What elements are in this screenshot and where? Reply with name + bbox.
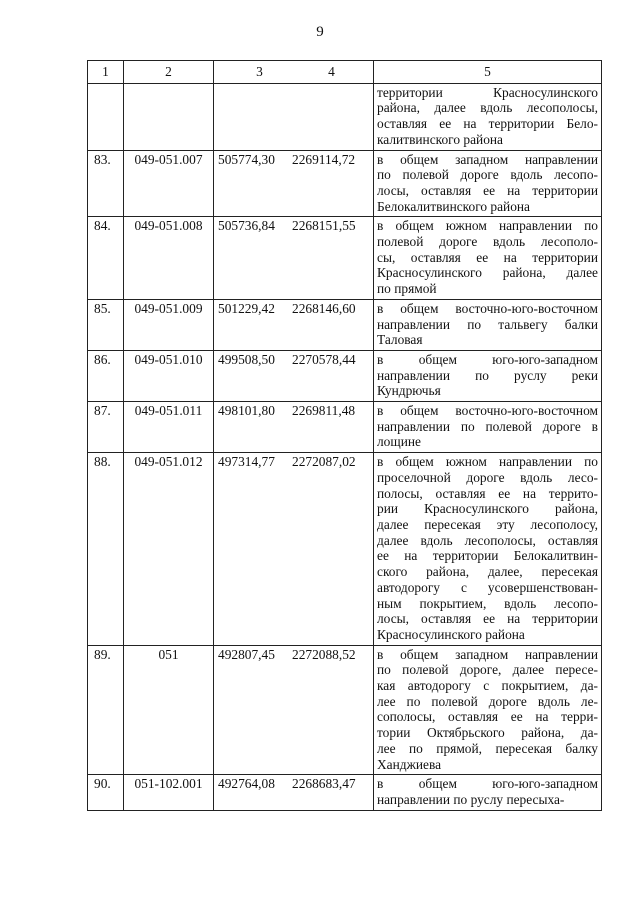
- table-row: [88, 402, 602, 453]
- table-row: [88, 775, 602, 810]
- description-line: в общем восточно-юго-восточном: [377, 403, 598, 419]
- description-line: полосы, оставляя ее на террито-: [377, 485, 598, 501]
- coordinate-x: 497314,77: [218, 454, 275, 470]
- description-line: в общем юго-юго-западном: [377, 776, 598, 792]
- description-line: калитвинского района: [377, 131, 503, 147]
- row-number: 86.: [88, 350, 124, 401]
- coordinate-y: 2268151,55: [292, 218, 356, 234]
- table-row: [88, 150, 602, 217]
- row-number: 84.: [88, 217, 124, 300]
- description-line: лощине: [377, 434, 421, 450]
- description-line: направлении по руслу пересыха-: [377, 791, 565, 807]
- boundary-description: [374, 453, 602, 645]
- description-line: тории Октябрьского района, да-: [377, 725, 598, 741]
- description-line: в общем западном направлении: [377, 646, 598, 662]
- header-col-5: 5: [374, 61, 602, 84]
- coordinate-y: 2268683,47: [292, 776, 356, 792]
- coordinates-cell: [214, 402, 374, 453]
- coordinates-cell: [214, 775, 374, 810]
- description-line: ского района, далее, пересекая: [377, 564, 598, 580]
- description-line: лосы, оставляя ее на территории: [377, 182, 598, 198]
- description-line: сополосы, оставляя ее на терри-: [377, 709, 598, 725]
- description-line: Кундрючья: [377, 383, 441, 399]
- segment-code: 051-102.001: [124, 775, 214, 810]
- description-line: Ханджиева: [377, 756, 442, 772]
- coordinate-y: 2269114,72: [292, 151, 356, 167]
- header-col-4: 4: [328, 64, 335, 79]
- description-line: автодорогу с усовершенствован-: [377, 579, 598, 595]
- description-line: в общем восточно-юго-восточном: [377, 300, 598, 316]
- coordinate-y: 2270578,44: [292, 351, 356, 367]
- row-number: 83.: [88, 150, 124, 217]
- description-line: территории Красносулинского: [377, 84, 598, 100]
- boundary-description: [374, 299, 602, 350]
- table-header-row: [88, 61, 602, 84]
- segment-code: [124, 83, 214, 150]
- boundary-description: [374, 217, 602, 300]
- boundary-description: [374, 150, 602, 217]
- row-number: 89.: [88, 645, 124, 775]
- description-line: сы, оставляя ее на территории: [377, 249, 598, 265]
- coordinate-y: 2272088,52: [292, 646, 356, 662]
- description-line: направлении по полевой дороге в: [377, 418, 598, 434]
- row-number: 88.: [88, 453, 124, 645]
- boundary-description: [374, 402, 602, 453]
- description-line: по полевой дороге вдоль лесопо-: [377, 167, 598, 183]
- coordinate-y: 2268146,60: [292, 300, 356, 316]
- description-line: Белокалитвинского района: [377, 198, 531, 214]
- table-row: [88, 645, 602, 775]
- coordinates-cell: [214, 453, 374, 645]
- header-col-1: 1: [88, 61, 124, 84]
- description-line: Таловая: [377, 332, 423, 348]
- description-line: далее вдоль лесополосы, оставляя: [377, 532, 598, 548]
- segment-code: 051: [124, 645, 214, 775]
- segment-code: 049-051.011: [124, 402, 214, 453]
- row-number: 85.: [88, 299, 124, 350]
- coordinates-cell: [214, 645, 374, 775]
- description-line: по полевой дороге, далее пересе-: [377, 662, 598, 678]
- boundary-description: [374, 350, 602, 401]
- description-line: направлении по тальвегу балки: [377, 316, 598, 332]
- coordinate-x: 498101,80: [218, 403, 275, 419]
- row-number: [88, 83, 124, 150]
- table-row: [88, 217, 602, 300]
- row-number: 90.: [88, 775, 124, 810]
- coordinate-y: 2272087,02: [292, 454, 356, 470]
- coordinate-x: 492764,08: [218, 776, 275, 792]
- boundary-description: [374, 645, 602, 775]
- table-row: [88, 453, 602, 645]
- header-col-2: 2: [124, 61, 214, 84]
- coordinate-x: 505736,84: [218, 218, 275, 234]
- coordinates-cell: [214, 217, 374, 300]
- table-row: [88, 350, 602, 401]
- description-line: оставляя ее на территории Бело-: [377, 116, 598, 132]
- description-line: рии Красносулинского района,: [377, 501, 598, 517]
- description-line: в общем юго-юго-западном: [377, 351, 598, 367]
- header-col-3-4: [214, 61, 374, 84]
- segment-code: 049-051.008: [124, 217, 214, 300]
- description-line: полевой дороге вдоль лесополо-: [377, 234, 598, 250]
- coordinate-x: 501229,42: [218, 300, 275, 316]
- description-line: лее по прямой, пересекая балку: [377, 740, 598, 756]
- coordinates-cell: [214, 150, 374, 217]
- description-line: далее пересекая эту лесополосу,: [377, 516, 598, 532]
- table-row: [88, 83, 602, 150]
- description-line: ее на территории Белокалитвин-: [377, 548, 598, 564]
- coordinates-cell: [214, 83, 374, 150]
- boundary-description: [374, 775, 602, 810]
- description-line: по прямой: [377, 281, 437, 297]
- description-line: в общем южном направлении по: [377, 218, 598, 234]
- coordinate-y: 2269811,48: [292, 403, 356, 419]
- table-row: [88, 299, 602, 350]
- description-line: лосы, оставляя ее на территории: [377, 611, 598, 627]
- description-line: Красносулинского района, далее: [377, 265, 598, 281]
- header-col-3: 3: [256, 64, 263, 79]
- boundary-description: [374, 83, 602, 150]
- description-line: района, далее вдоль лесополосы,: [377, 100, 598, 116]
- boundary-points-table: [87, 60, 602, 811]
- segment-code: 049-051.012: [124, 453, 214, 645]
- description-line: Красносулинского района: [377, 626, 525, 642]
- coordinates-cell: [214, 350, 374, 401]
- coordinate-x: 492807,45: [218, 646, 275, 662]
- segment-code: 049-051.009: [124, 299, 214, 350]
- description-line: кая автодорогу с покрытием, да-: [377, 678, 598, 694]
- segment-code: 049-051.010: [124, 350, 214, 401]
- segment-code: 049-051.007: [124, 150, 214, 217]
- description-line: лее по полевой дороге вдоль ле-: [377, 693, 598, 709]
- coordinate-x: 499508,50: [218, 351, 275, 367]
- description-line: ным покрытием, вдоль лесопо-: [377, 595, 598, 611]
- description-line: проселочной дороге вдоль лесо-: [377, 469, 598, 485]
- row-number: 87.: [88, 402, 124, 453]
- coordinates-cell: [214, 299, 374, 350]
- coordinate-x: 505774,30: [218, 151, 275, 167]
- description-line: направлении по руслу реки: [377, 367, 598, 383]
- description-line: в общем южном направлении по: [377, 454, 598, 470]
- description-line: в общем западном направлении: [377, 151, 598, 167]
- page-number: 9: [316, 24, 324, 40]
